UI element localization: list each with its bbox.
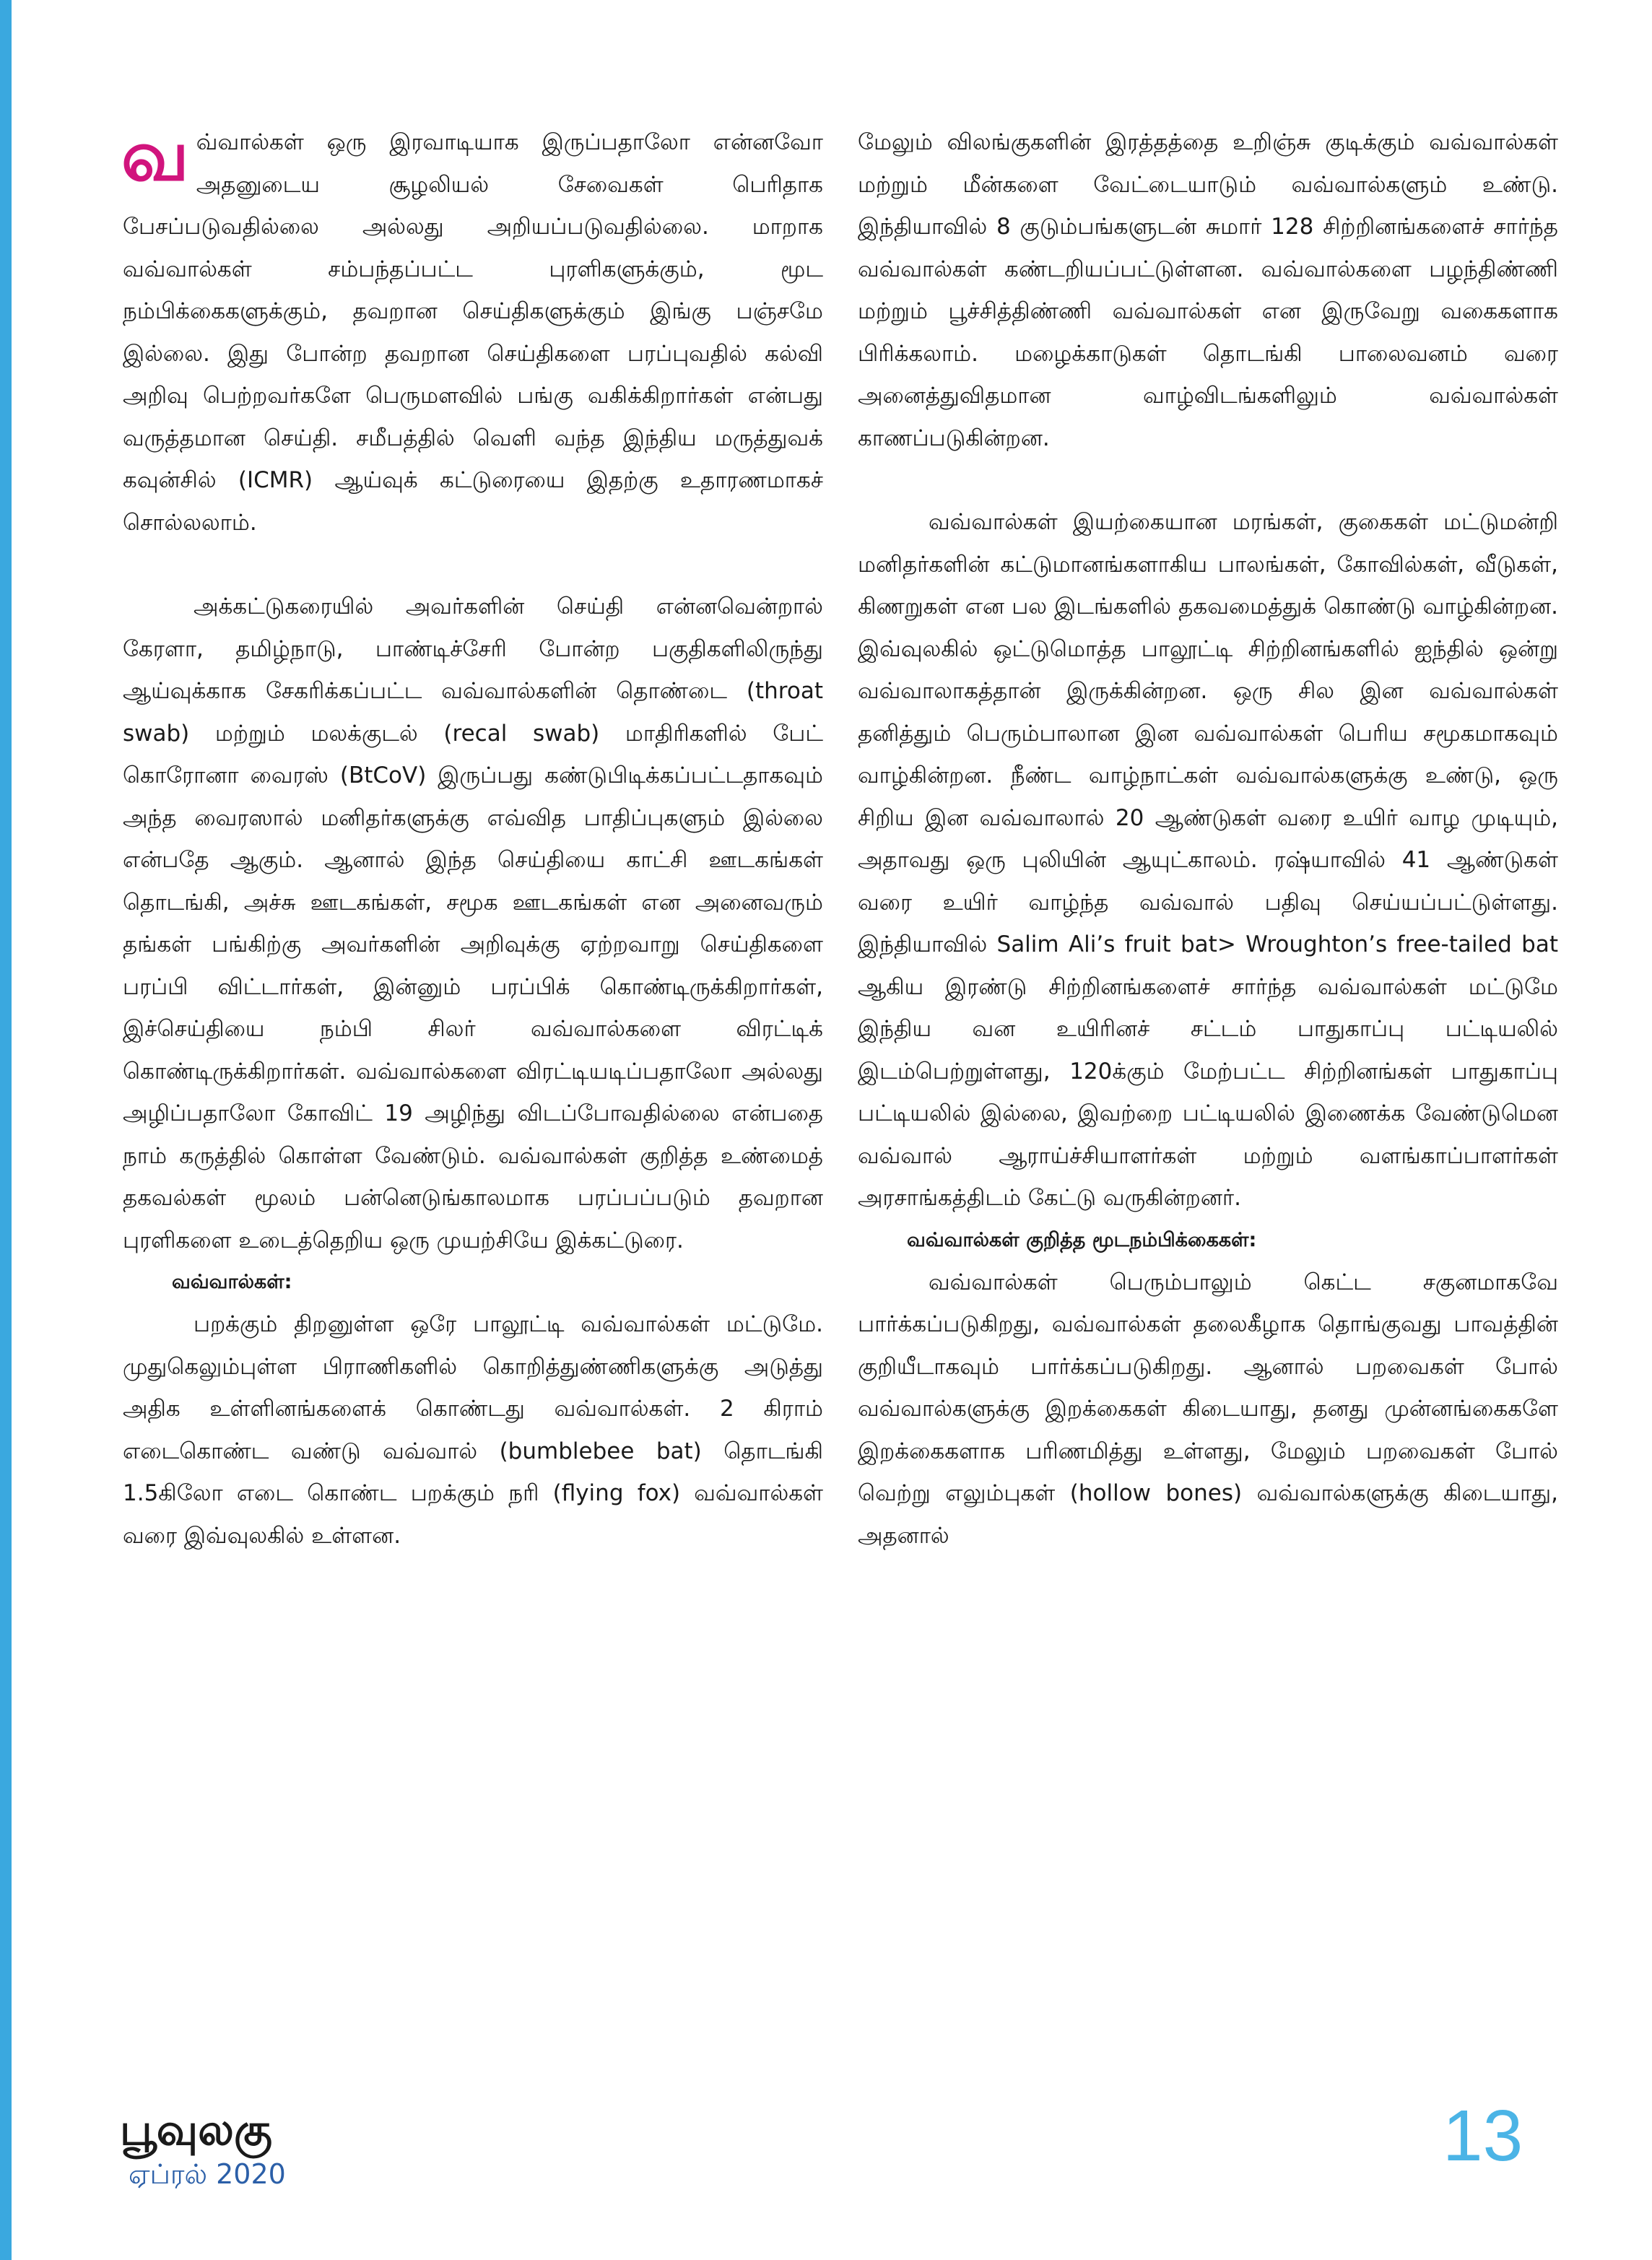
issue-date: ஏப்ரல் 2020	[129, 2158, 286, 2190]
section-heading-superstitions: வவ்வால்கள் குறித்த மூடநம்பிக்கைகள்:	[907, 1228, 1257, 1251]
bat-species-paragraph: மேலும் விலங்குகளின் இரத்தத்தை உறிஞ்சு குடிக்கும் வவ்வால்கள் மற்றும் மீன்களை வேட்டையாடும் வவ்வால்களும் உண்டு. இந்தியாவில் 8 குடும்பங்களுடன் சுமார் 128 சிற்றினங்களைச் சார்ந்த வவ்வால்கள் கண்டறியப்பட்டுள்ளன. வவ்வால்களை பழந்திண்ணி மற்றும் பூச்சித்திண்ணி வவ்வால்கள் என இருவேறு வகைகளாக பிரிக்கலாம். மழைக்காடுகள் தொடங்கி பாலைவனம் வரை அனைத்துவிதமான வாழ்விடங்களிலும் வவ்வால்கள் காணப்படுகின்றன.	[858, 129, 1558, 451]
page-number: 13	[1443, 2095, 1523, 2176]
article-left-column	[121, 115, 823, 1557]
article-right-column	[858, 121, 1558, 1557]
magazine-title: பூவுலகு	[120, 2105, 272, 2155]
superstitions-paragraph: வவ்வால்கள் பெரும்பாலும் கெட்ட சகுனமாகவே பார்க்கப்படுகிறது, வவ்வால்கள் தலைகீழாக தொங்குவது பாவத்தின் குறியீடாகவும் பார்க்கப்படுகிறது. ஆனால் பறவைகள் போல் வவ்வால்களுக்கு இறக்கைகள் கிடையாது, தனது முன்னங்கைகளே இறக்கைகளாக பரிணமித்து உள்ளது, மேலும் பறவைகள் போல் வெற்று எலும்புகள் (hollow bones) வவ்வால்களுக்கு கிடையாது, அதனால்	[858, 1269, 1558, 1549]
bat-habitat-paragraph: வவ்வால்கள் இயற்கையான மரங்கள், குகைகள் மட்டுமன்றி மனிதர்களின் கட்டுமானங்களாகிய பாலங்கள், கோவில்கள், வீடுகள், கிணறுகள் என பல இடங்களில் தகவமைத்துக் கொண்டு வாழ்கின்றன. இவ்வுலகில் ஒட்டுமொத்த பாலூட்டி சிற்றினங்களில் ஐந்தில் ஒன்று வவ்வாலாகத்தான் இருக்கின்றன. ஒரு சில இன வவ்வால்கள் தனித்தும் பெரும்பாலான இன வவ்வால்கள் பெரிய சமூகமாகவும் வாழ்கின்றன. நீண்ட வாழ்நாட்கள் வவ்வால்களுக்கு உண்டு, ஒரு சிறிய இன வவ்வாலால் 20 ஆண்டுகள் வரை உயிர் வாழ முடியும், அதாவது ஒரு புலியின் ஆயுட்காலம். ரஷ்யாவில் 41 ஆண்டுகள் வரை உயிர் வாழ்ந்த வவ்வால் பதிவு செய்யப்பட்டுள்ளது. இந்தியாவில் Salim Ali’s fruit bat> Wroughton’s free-tailed bat ஆகிய இரண்டு சிற்றினங்களைச் சார்ந்த வவ்வால்கள் மட்டுமே இந்திய வன உயிரினச் சட்டம் பாதுகாப்பு பட்டியலில் இடம்பெற்றுள்ளது, 120க்கும் மேற்பட்ட சிற்றினங்கள் பாதுகாப்பு பட்டியலில் இல்லை, இவற்றை பட்டியலில் இணைக்க வேண்டுமென வவ்வால் ஆராய்ச்சியாளர்கள் மற்றும் வளங்காப்பாளர்கள் அரசாங்கத்திடம் கேட்டு வருகின்றனர்.	[858, 509, 1558, 1211]
section-heading-bats: வவ்வால்கள்:	[172, 1271, 292, 1293]
bats-intro-paragraph: பறக்கும் திறனுள்ள ஒரே பாலூட்டி வவ்வால்கள் மட்டுமே. முதுகெலும்புள்ள பிராணிகளில் கொறித்துண்ணிகளுக்கு அடுத்து அதிக உள்ளினங்களைக் கொண்டது வவ்வால்கள். 2 கிராம் எடைகொண்ட வண்டு வவ்வால் (bumblebee bat) தொடங்கி 1.5கிலோ எடை கொண்ட பறக்கும் நரி (flying fox) வவ்வால்கள் வரை இவ்வுலகில் உள்ளன.	[123, 1311, 823, 1549]
intro-paragraph-text: வ்வால்கள் ஒரு இரவாடியாக இருப்பதாலோ என்னவோ அதனுடைய சூழலியல் சேவைகள் பெரிதாக பேசப்படுவதில்லை அல்லது அறியப்படுவதில்லை. மாறாக வவ்வால்கள் சம்பந்தப்பட்ட புரளிகளுக்கும், மூட நம்பிக்கைகளுக்கும், தவறான செய்திகளுக்கும் இங்கு பஞ்சமே இல்லை. இது போன்ற தவறான செய்திகளை பரப்புவதில் கல்வி அறிவு பெற்றவர்களே பெருமளவில் பங்கு வகிக்கிறார்கள் என்பது வருத்தமான செய்தி. சமீபத்தில் வெளி வந்த இந்திய மருத்துவக் கவுன்சில் (ICMR) ஆய்வுக் கட்டுரையை இதற்கு உதாரணமாகச் சொல்லலாம்.	[123, 129, 823, 536]
left-edge-color-bar	[0, 0, 12, 2260]
icmr-news-paragraph: அக்கட்டுகரையில் அவர்களின் செய்தி என்னவென்றால் கேரளா, தமிழ்நாடு, பாண்டிச்சேரி போன்ற பகுதிகளிலிருந்து ஆய்வுக்காக சேகரிக்கப்பட்ட வவ்வால்களின் தொண்டை (throat swab) மற்றும் மலக்குடல் (recal swab) மாதிரிகளில் பேட் கொரோனா வைரஸ் (BtCoV) இருப்பது கண்டுபிடிக்கப்பட்டதாகவும் அந்த வைரஸால் மனிதர்களுக்கு எவ்வித பாதிப்புகளும் இல்லை என்பதே ஆகும். ஆனால் இந்த செய்தியை காட்சி ஊடகங்கள் தொடங்கி, அச்சு ஊடகங்கள், சமூக ஊடகங்கள் என அனைவரும் தங்கள் பங்கிற்கு அவர்களின் அறிவுக்கு ஏற்றவாறு செய்திகளை பரப்பி விட்டார்கள், இன்னும் பரப்பிக் கொண்டிருக்கிறார்கள், இச்செய்தியை நம்பி சிலர் வவ்வால்களை விரட்டிக் கொண்டிருக்கிறார்கள். வவ்வால்களை விரட்டியடிப்பதாலோ அல்லது அழிப்பதாலோ கோவிட் 19 அழிந்து விடப்போவதில்லை என்பதை நாம் கருத்தில் கொள்ள வேண்டும். வவ்வால்கள் குறித்த உண்மைத் தகவல்கள் மூலம் பன்னெடுங்காலமாக பரப்பப்படும் தவறான புரளிகளை உடைத்தெறிய ஒரு முயற்சியே இக்கட்டுரை.	[123, 594, 823, 1253]
intro-paragraph	[121, 115, 823, 544]
drop-cap-letter: வ	[121, 115, 189, 197]
